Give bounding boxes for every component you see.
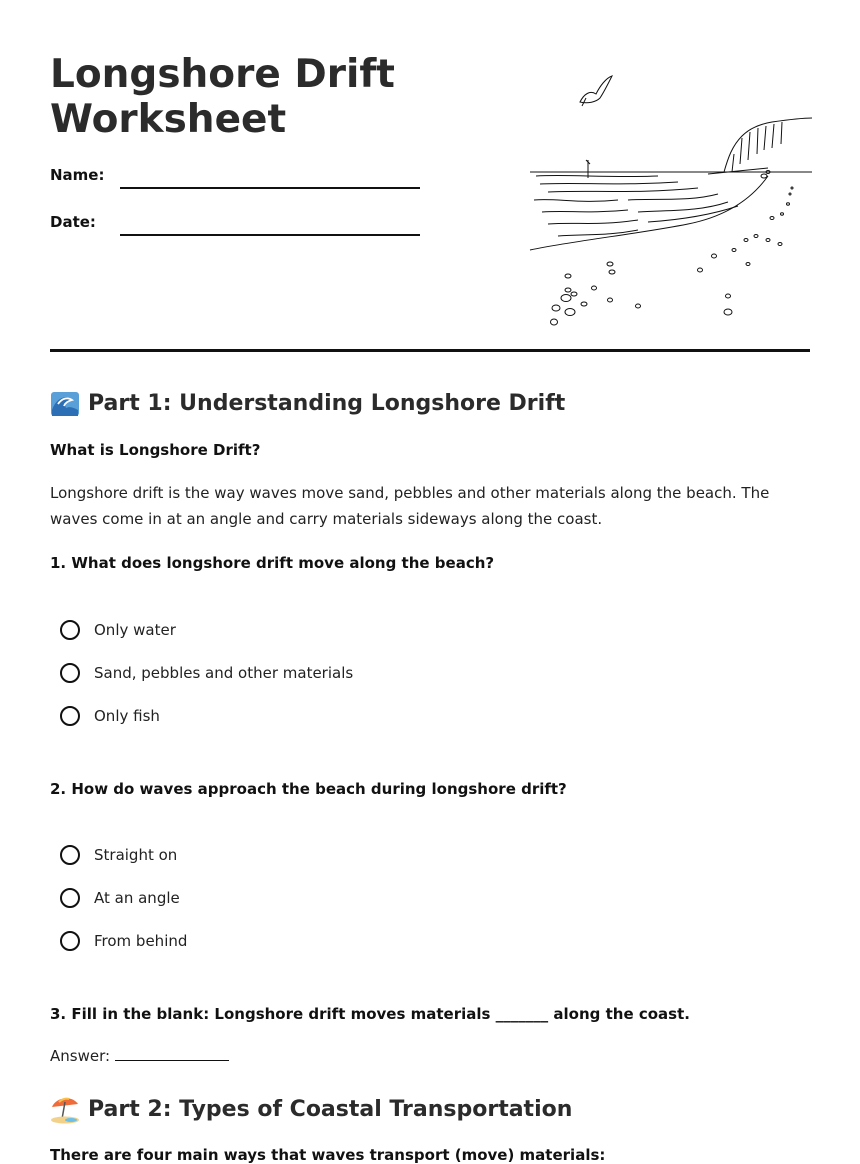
coastline-illustration bbox=[528, 64, 812, 334]
question-2: 2. How do waves approach the beach during longshore drift? bbox=[50, 780, 567, 798]
radio-button[interactable] bbox=[60, 931, 80, 951]
option-label: At an angle bbox=[94, 889, 180, 907]
part1-paragraph: Longshore drift is the way waves move sand, pebbles and other materials along the beach. The waves come in at an angle and carry materials sideways along the coast. bbox=[50, 484, 770, 528]
q2-option-3[interactable] bbox=[60, 931, 187, 951]
option-label: Only water bbox=[94, 621, 176, 639]
radio-button[interactable] bbox=[60, 706, 80, 726]
radio-button[interactable] bbox=[60, 663, 80, 683]
radio-button[interactable] bbox=[60, 620, 80, 640]
header-divider bbox=[50, 349, 810, 352]
date-label: Date: bbox=[50, 213, 96, 231]
option-label: From behind bbox=[94, 932, 188, 950]
option-label: Straight on bbox=[94, 846, 178, 864]
seagull-icon bbox=[580, 76, 612, 103]
answer-label: Answer: bbox=[50, 1047, 111, 1065]
part1-heading-text: Part 1: Understanding Longshore Drift bbox=[88, 390, 566, 416]
pebbles-icon bbox=[551, 171, 794, 326]
date-line[interactable] bbox=[120, 234, 420, 236]
q1-option-3[interactable] bbox=[60, 706, 160, 726]
part1-heading bbox=[50, 388, 565, 418]
q1-option-2[interactable] bbox=[60, 663, 353, 683]
q2-option-2[interactable] bbox=[60, 888, 180, 908]
part2-heading bbox=[50, 1094, 572, 1124]
part2-intro: There are four main ways that waves transport (move) materials: bbox=[50, 1146, 606, 1164]
name-line[interactable] bbox=[120, 187, 420, 189]
q2-option-1[interactable] bbox=[60, 845, 177, 865]
q1-option-1[interactable] bbox=[60, 620, 176, 640]
radio-button[interactable] bbox=[60, 845, 80, 865]
wave-icon bbox=[50, 388, 80, 418]
question-3: 3. Fill in the blank: Longshore drift moves materials _______ along the coast. bbox=[50, 1005, 690, 1023]
beach-umbrella-icon bbox=[50, 1094, 80, 1124]
part1-subheading: What is Longshore Drift? bbox=[50, 441, 261, 459]
answer-blank[interactable] bbox=[115, 1048, 229, 1061]
part2-heading-text: Part 2: Types of Coastal Transportation bbox=[88, 1096, 573, 1122]
option-label: Only fish bbox=[94, 707, 160, 725]
name-label: Name: bbox=[50, 166, 105, 184]
q3-answer bbox=[50, 1047, 229, 1065]
option-label: Sand, pebbles and other materials bbox=[94, 664, 354, 682]
radio-button[interactable] bbox=[60, 888, 80, 908]
question-1: 1. What does longshore drift move along the beach? bbox=[50, 554, 495, 572]
cliff-icon bbox=[724, 118, 812, 172]
worksheet-title: Longshore Drift Worksheet bbox=[50, 52, 395, 142]
